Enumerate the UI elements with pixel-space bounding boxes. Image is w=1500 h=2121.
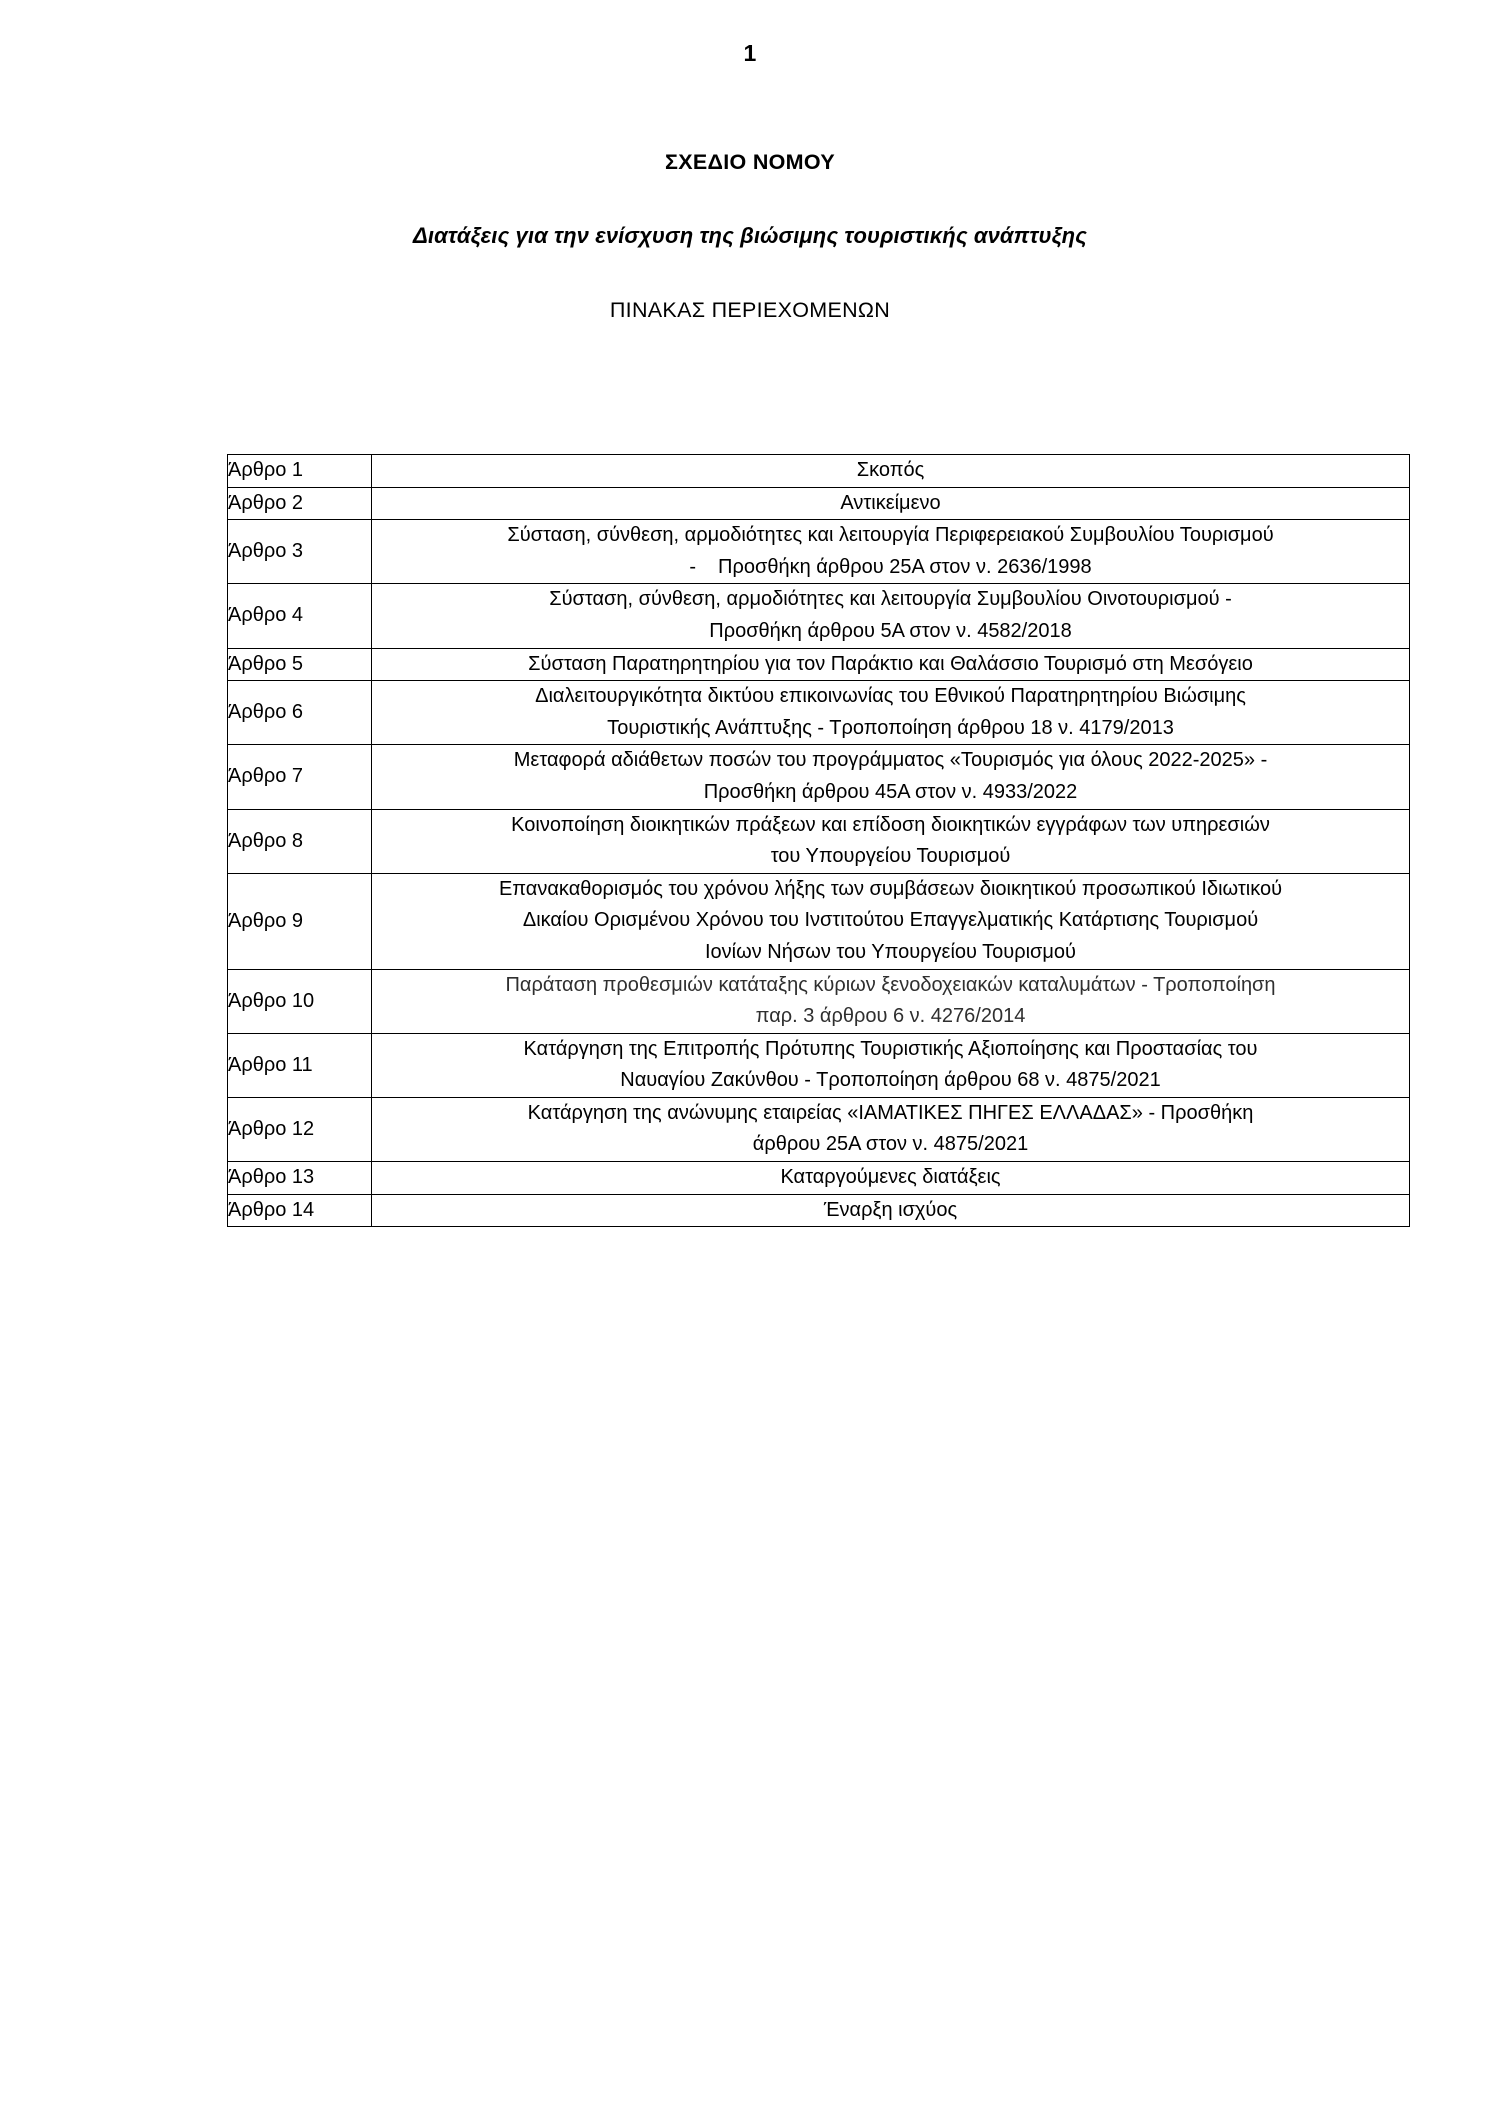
description-line: Σκοπός bbox=[856, 459, 925, 481]
table-row[interactable] bbox=[228, 487, 1410, 520]
description-line: Προσθήκη άρθρου 45Α στον ν. 4933/2022 bbox=[703, 780, 1078, 803]
article-description bbox=[372, 1033, 1410, 1097]
description-line: Έναρξη ισχύος bbox=[823, 1198, 958, 1221]
description-line: του Υπουργείου Τουρισμού bbox=[770, 845, 1011, 868]
article-label: Άρθρο 4 bbox=[228, 584, 372, 648]
article-description bbox=[372, 681, 1410, 745]
article-description bbox=[372, 809, 1410, 873]
article-description bbox=[372, 1097, 1410, 1161]
article-label: Άρθρο 10 bbox=[228, 969, 372, 1033]
article-label: Άρθρο 13 bbox=[228, 1162, 372, 1195]
article-description bbox=[372, 520, 1410, 584]
table-row[interactable] bbox=[228, 648, 1410, 681]
description-line: Κατάργηση της ανώνυμης εταιρείας «ΙΑΜΑΤΙΚΕΣ ΠΗΓΕΣ ΕΛΛΑΔΑΣ» - Προσθήκη bbox=[527, 1101, 1254, 1124]
table-row[interactable] bbox=[228, 873, 1410, 969]
description-line: παρ. 3 άρθρου 6 ν. 4276/2014 bbox=[755, 1005, 1026, 1028]
article-description bbox=[372, 648, 1410, 681]
dash-bullet: - bbox=[689, 555, 697, 578]
article-label: Άρθρο 6 bbox=[228, 681, 372, 745]
table-row[interactable] bbox=[228, 1097, 1410, 1161]
description-line: Σύσταση, σύνθεση, αρμοδιότητες και λειτουργία Συμβουλίου Οινοτουρισμού - bbox=[549, 588, 1232, 611]
table-row[interactable] bbox=[228, 520, 1410, 584]
article-label: Άρθρο 11 bbox=[228, 1033, 372, 1097]
document-heading-block bbox=[0, 148, 1500, 325]
toc-table bbox=[227, 454, 1410, 1227]
description-line: Καταργούμενες διατάξεις bbox=[780, 1166, 1001, 1189]
description-line: άρθρου 25Α στον ν. 4875/2021 bbox=[752, 1133, 1029, 1156]
article-description bbox=[372, 969, 1410, 1033]
document-subtitle: Διατάξεις για την ενίσχυση της βιώσιμης τουριστικής ανάπτυξης bbox=[413, 223, 1087, 249]
article-label: Άρθρο 2 bbox=[228, 487, 372, 520]
article-label: Άρθρο 12 bbox=[228, 1097, 372, 1161]
table-row[interactable] bbox=[228, 1162, 1410, 1195]
page-number: 1 bbox=[743, 40, 757, 66]
table-of-contents bbox=[227, 454, 1407, 1227]
table-row[interactable] bbox=[228, 584, 1410, 648]
article-label: Άρθρο 1 bbox=[228, 455, 372, 488]
article-label: Άρθρο 7 bbox=[228, 745, 372, 809]
table-row[interactable] bbox=[228, 1194, 1410, 1227]
table-of-contents-heading: ΠΙΝΑΚΑΣ ΠΕΡΙΕΧΟΜΕΝΩΝ bbox=[609, 297, 891, 322]
description-line: Κοινοποίηση διοικητικών πράξεων και επίδοση διοικητικών εγγράφων των υπηρεσιών bbox=[511, 813, 1270, 836]
description-line: Ιονίων Νήσων του Υπουργείου Τουρισμού bbox=[705, 940, 1076, 963]
description-line: Τουριστικής Ανάπτυξης - Τροποποίηση άρθρου 18 ν. 4179/2013 bbox=[607, 716, 1174, 739]
table-row[interactable] bbox=[228, 455, 1410, 488]
article-label: Άρθρο 8 bbox=[228, 809, 372, 873]
description-line: Σύσταση Παρατηρητηρίου για τον Παράκτιο και Θαλάσσιο Τουρισμό στη Μεσόγειο bbox=[528, 652, 1253, 675]
article-description bbox=[372, 584, 1410, 648]
table-row[interactable] bbox=[228, 969, 1410, 1033]
description-line: Αντικείμενο bbox=[840, 491, 941, 514]
description-line-text: Προσθήκη άρθρου 25Α στον ν. 2636/1998 bbox=[718, 555, 1092, 578]
table-row[interactable] bbox=[228, 1033, 1410, 1097]
document-title: ΣΧΕΔΙΟ ΝΟΜΟΥ bbox=[665, 150, 835, 174]
description-line: Σύσταση, σύνθεση, αρμοδιότητες και λειτουργία Περιφερειακού Συμβουλίου Τουρισμού bbox=[507, 524, 1274, 547]
table-row[interactable] bbox=[228, 681, 1410, 745]
description-line: Παράταση προθεσμιών κατάταξης κύριων ξενοδοχειακών καταλυμάτων - Τροποποίηση bbox=[505, 973, 1276, 996]
article-label: Άρθρο 14 bbox=[228, 1194, 372, 1227]
article-description bbox=[372, 1162, 1410, 1195]
article-label: Άρθρο 9 bbox=[228, 873, 372, 969]
article-label: Άρθρο 5 bbox=[228, 648, 372, 681]
description-line: Κατάργηση της Επιτροπής Πρότυπης Τουριστικής Αξιοποίησης και Προστασίας του bbox=[523, 1037, 1258, 1060]
article-description bbox=[372, 487, 1410, 520]
description-line: Προσθήκη άρθρου 5Α στον ν. 4582/2018 bbox=[709, 619, 1072, 642]
description-line: Επανακαθορισμός του χρόνου λήξης των συμβάσεων διοικητικού προσωπικού Ιδιωτικού bbox=[498, 877, 1283, 900]
toc-table-body bbox=[228, 455, 1410, 1227]
article-label: Άρθρο 3 bbox=[228, 520, 372, 584]
article-description bbox=[372, 1194, 1410, 1227]
description-line: Δικαίου Ορισμένου Χρόνου του Ινστιτούτου Επαγγελματικής Κατάρτισης Τουρισμού bbox=[522, 909, 1259, 932]
article-description bbox=[372, 873, 1410, 969]
description-line: Ναυαγίου Ζακύνθου - Τροποποίηση άρθρου 68 ν. 4875/2021 bbox=[620, 1069, 1161, 1092]
description-line: Μεταφορά αδιάθετων ποσών του προγράμματος «Τουρισμός για όλους 2022-2025» - bbox=[513, 749, 1268, 772]
description-line bbox=[372, 552, 1409, 584]
article-description bbox=[372, 455, 1410, 488]
description-line: Διαλειτουργικότητα δικτύου επικοινωνίας του Εθνικού Παρατηρητηρίου Βιώσιμης bbox=[535, 685, 1246, 708]
table-row[interactable] bbox=[228, 745, 1410, 809]
article-description bbox=[372, 745, 1410, 809]
table-row[interactable] bbox=[228, 809, 1410, 873]
